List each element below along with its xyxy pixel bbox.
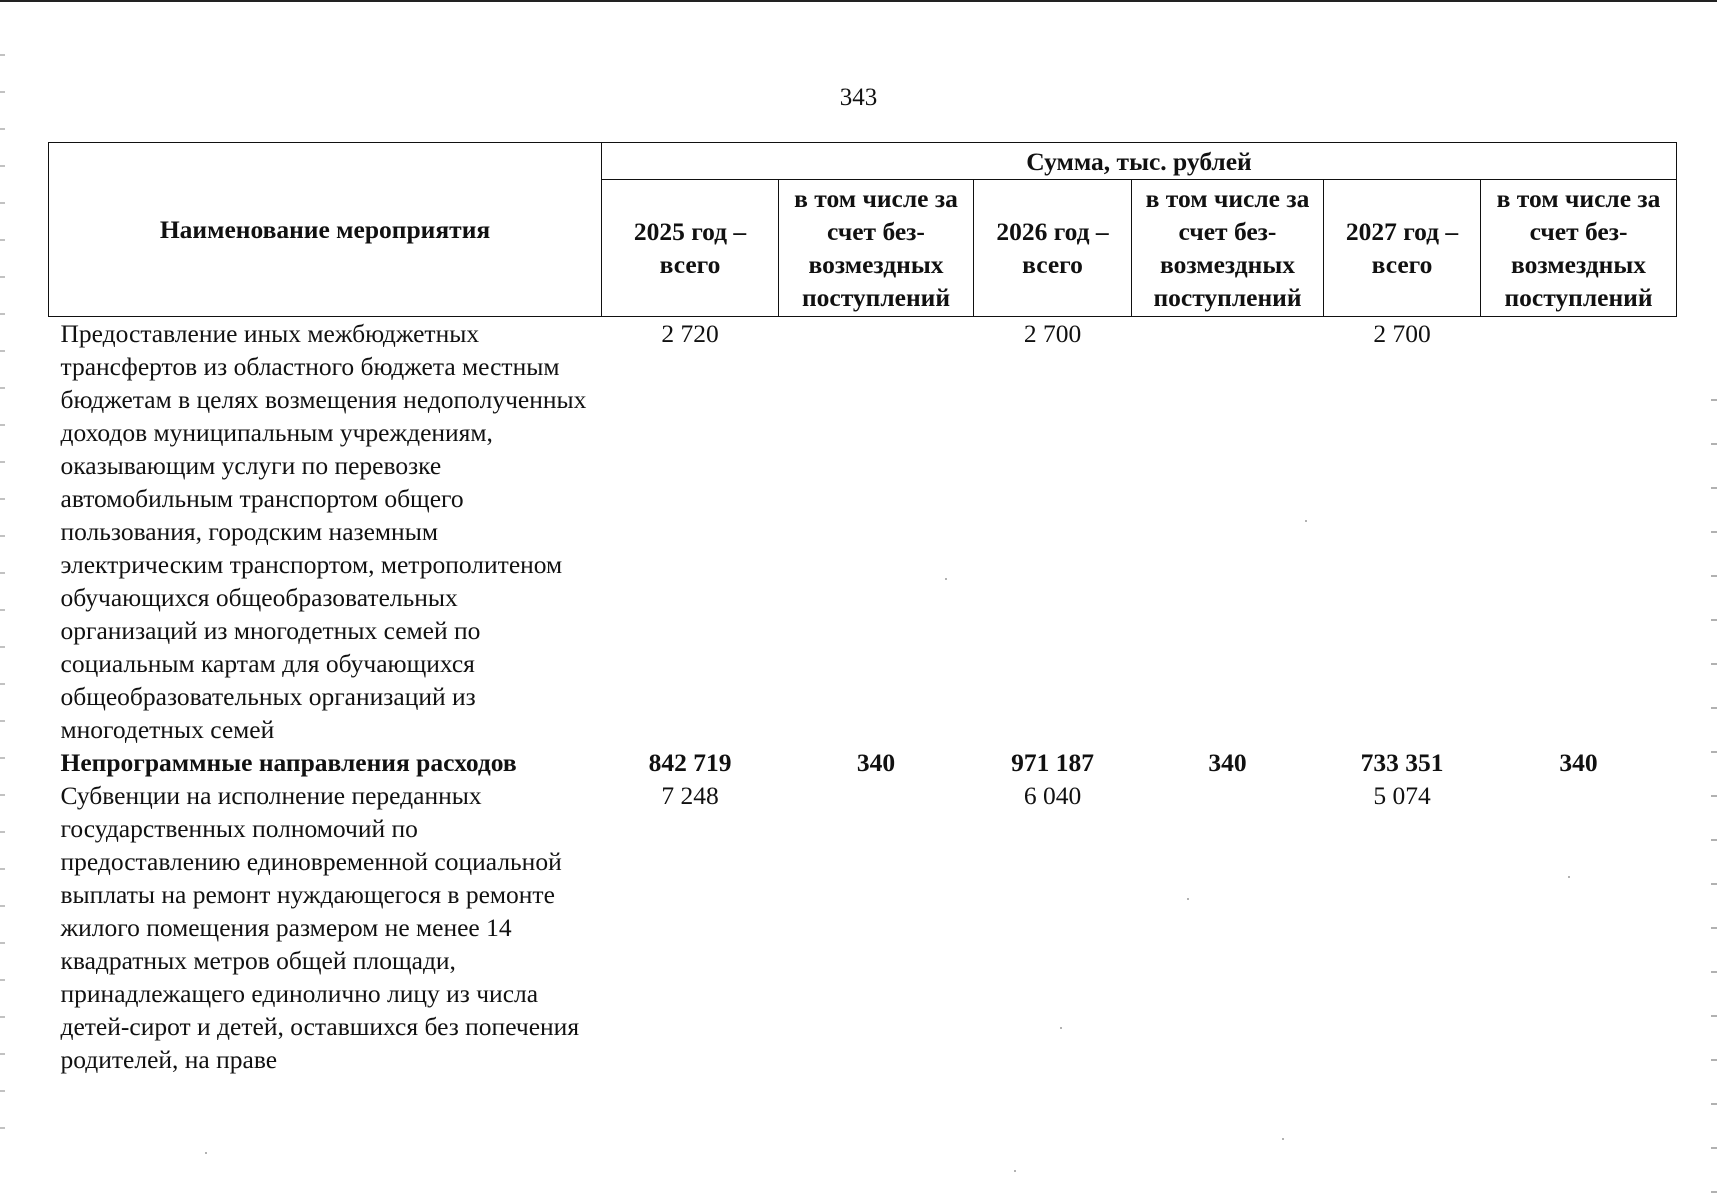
scan-speck — [1305, 520, 1307, 522]
cell-2027-grants: 340 — [1559, 748, 1598, 777]
scan-speck — [1060, 1027, 1062, 1029]
cell-2025-total: 7 248 — [661, 781, 719, 810]
cell-2025-grants — [779, 779, 974, 1076]
cell-2025-grants: 340 — [856, 748, 896, 777]
cell-2027-total: 733 351 — [1360, 748, 1444, 777]
scan-left-edge-noise — [0, 40, 5, 1140]
row-name: Предоставление иных межбюджетных трансфертов из областного бюджета местным бюджетам в целях возмещения недополученных доходов муниципальным учреждениям, оказывающим услуги по перевозке автомобильным транспортом общего пользования, городским наземным электрическим транспортом, метрополитеном обучающихся общеобразовательных организаций из многодетных семей по социальным картам для обучающихся общеобразовательных организаций из многодетных семей — [60, 319, 587, 744]
page-number: 343 — [839, 84, 878, 111]
cell-2026-grants: 340 — [1208, 748, 1247, 777]
cell-2026-total: 2 700 — [1023, 319, 1082, 348]
header-2027-total: 2027 год – всего — [1324, 180, 1481, 317]
scan-speck — [205, 1152, 207, 1154]
scan-speck — [1187, 898, 1189, 900]
cell-2026-grants — [1132, 317, 1324, 747]
header-2027-grants: в том числе за счет без-возмездных поступлений — [1481, 180, 1677, 317]
header-2026-grants: в том числе за счет без-возмездных поступлений — [1132, 180, 1324, 317]
header-2025-total: 2025 год – всего — [602, 180, 779, 317]
scan-speck — [945, 578, 947, 580]
header-sum-title: Сумма, тыс. рублей — [602, 143, 1677, 180]
row-name: Непрограммные направления расходов — [60, 748, 517, 777]
scan-speck — [1568, 876, 1570, 878]
header-2025-grants: в том числе за счет без-возмездных поступлений — [779, 180, 974, 317]
header-name-column: Наименование мероприятия — [49, 143, 602, 317]
cell-2025-grants — [779, 317, 974, 747]
cell-2027-total: 2 700 — [1373, 319, 1431, 348]
cell-2026-total: 6 040 — [1023, 781, 1082, 810]
header-2026-total: 2026 год – всего — [974, 180, 1132, 317]
cell-2027-total: 5 074 — [1373, 781, 1431, 810]
row-name: Субвенции на исполнение переданных государственных полномочий по предоставлению единовременной социальной выплаты на ремонт нуждающегося в ремонте жилого помещения размером не менее 14 квадратных метров общей площади, принадлежащего единолично лицу из числа детей-сирот и детей, оставшихся без попечения родителей, на праве — [60, 781, 580, 1074]
cell-2026-total: 971 187 — [1011, 748, 1094, 777]
cell-2027-grants — [1481, 317, 1677, 747]
table-row — [49, 779, 1677, 1076]
cell-2026-grants — [1132, 779, 1324, 1076]
cell-2025-total: 2 720 — [661, 319, 719, 348]
cell-2025-total: 842 719 — [648, 748, 732, 777]
table-row — [49, 746, 1677, 779]
scan-speck — [1014, 1170, 1016, 1172]
scan-speck — [1282, 1138, 1284, 1140]
table-row — [49, 317, 1677, 747]
cell-2027-grants — [1481, 779, 1677, 1076]
scan-right-edge-noise — [1711, 380, 1717, 1200]
scan-top-edge — [0, 0, 1717, 2]
budget-table — [48, 142, 1677, 1076]
